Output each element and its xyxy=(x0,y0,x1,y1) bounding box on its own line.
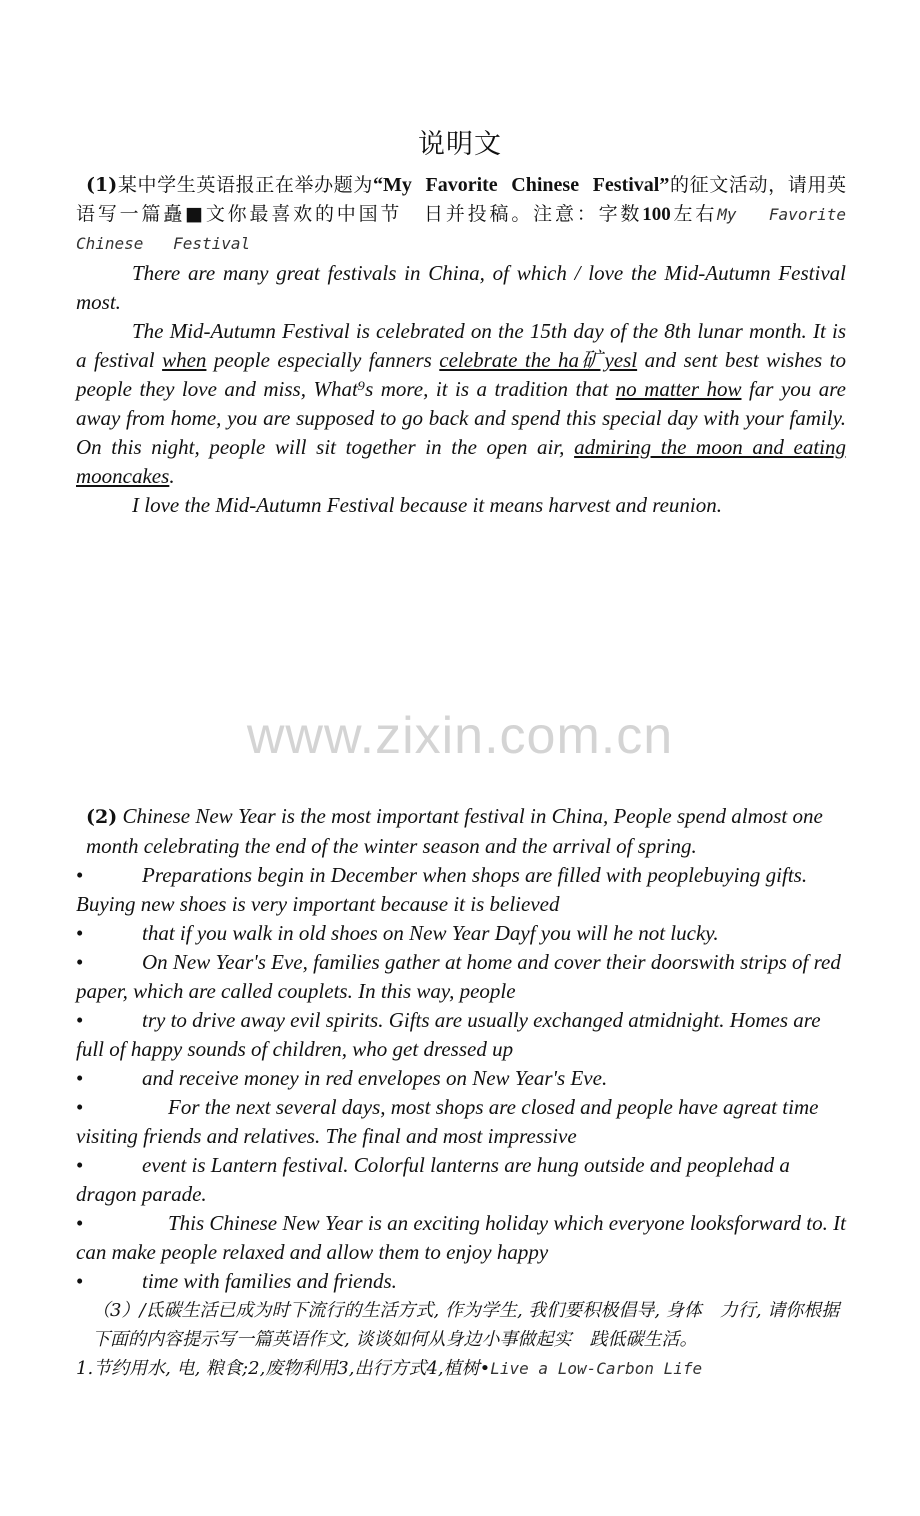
q1-word-count: 100 xyxy=(642,204,671,225)
q1-essay-title: My Favorite Chinese Festival xyxy=(76,205,846,253)
q2-list-item xyxy=(76,1267,846,1296)
q2-list-item xyxy=(76,1151,846,1209)
q1-prompt xyxy=(76,171,846,258)
q2-list-item xyxy=(76,861,846,919)
q2-list-item xyxy=(76,1006,846,1064)
bullet-icon: • xyxy=(76,1211,84,1235)
q3-points: 1.节约用水, 电, 粮食;2,废物利用3,出行方式4,植树• xyxy=(76,1358,491,1379)
q3-essay-title: Live a Low-Carbon Life xyxy=(490,1359,703,1378)
q1-para2-text-d: far you are away from home, you are supposed to go back and spend this special day with your family. On this night, people will sit together in the open air, xyxy=(76,377,846,459)
bullet-icon: • xyxy=(76,950,84,974)
q1-essay-para3: I love the Mid-Autumn Festival because it means harvest and reunion. xyxy=(132,493,722,517)
q1-para2-underline-4: admiring the moon and eating mooncakes xyxy=(76,435,846,488)
q2-list xyxy=(76,861,846,1296)
q2-list-item xyxy=(76,948,846,1006)
bullet-icon: • xyxy=(76,1066,84,1090)
q2-list-item xyxy=(76,1209,846,1267)
q1-para2-text-b: people especially fanners xyxy=(206,348,440,372)
q2-list-item xyxy=(76,919,846,948)
bullet-icon: • xyxy=(76,1095,84,1119)
q1-prompt-c: 的征文活动，请用英语写一篇矗■文你最喜欢的中国节 日并投稿。注意：字数 xyxy=(76,174,846,225)
q1-prompt-a: 某中学生英语报正在举办题为 xyxy=(117,174,373,196)
q1-para2-text-e: . xyxy=(169,464,175,488)
q2-list-item-text: This Chinese New Year is an exciting holiday which everyone looksforward to. It can make people relaxed and allow them to enjoy happy xyxy=(76,1211,846,1264)
q1-para2-underline-3: no matter how xyxy=(615,377,742,401)
q2-list-item-text: time with families and friends. xyxy=(142,1269,397,1293)
q1-para2-underline-1: when xyxy=(162,348,207,372)
q2-list-item-text: On New Year's Eve, families gather at home and cover their doorswith strips of red paper, which are called couplets. In this way, people xyxy=(76,950,841,1003)
bullet-icon: • xyxy=(76,1269,84,1293)
q1-para2-underline-2: celebrate the ha矿yesl xyxy=(439,348,638,372)
q3-section xyxy=(76,1296,846,1383)
bullet-icon: • xyxy=(76,863,84,887)
q2-intro xyxy=(86,802,846,861)
q2-list-item-text: that if you walk in old shoes on New Year Dayf you will he not lucky. xyxy=(142,921,719,945)
q2-list-item-text: For the next several days, most shops are closed and people have agreat time visiting friends and relatives. The final and most impressive xyxy=(76,1095,819,1148)
watermark: www.zixin.com.cn xyxy=(246,707,674,765)
q2-list-item xyxy=(76,1093,846,1151)
q1-para2-text-c: and sent best wishes to people they love and miss, What⁹s more, it is a tradition that xyxy=(76,348,847,401)
q2-list-item-text: event is Lantern festival. Colorful lanterns are hung outside and peoplehad a dragon parade. xyxy=(76,1153,790,1206)
q1-essay-para2 xyxy=(76,317,846,491)
q2-intro-text: Chinese New Year is the most important festival in China, People spend almost one month celebrating the end of the winter season and the arrival of spring. xyxy=(86,804,823,858)
q2-list-item-text: try to drive away evil spirits. Gifts are usually exchanged atmidnight. Homes are full of happy sounds of children, who get dressed up xyxy=(76,1008,821,1061)
bullet-icon: • xyxy=(76,921,84,945)
q2-number: (2) xyxy=(86,806,118,828)
q2-list-item xyxy=(76,1064,846,1093)
q1-para2-text-a: The Mid-Autumn Festival is celebrated on the 15th day of the 8th lunar month. It is a festival xyxy=(76,319,846,372)
q1-prompt-topic: “My Favorite Chinese Festival” xyxy=(372,174,670,196)
q1-number: (1) xyxy=(86,174,118,196)
q1-prompt-e: 左右 xyxy=(670,203,718,225)
bullet-icon: • xyxy=(76,1153,84,1177)
q1-essay-para1: There are many great festivals in China, of which / love the Mid-Autumn Festival most. xyxy=(76,261,846,314)
bullet-icon: • xyxy=(76,1008,84,1032)
q3-prompt: （3）/氐碳生活已成为时下流行的生活方式, 作为学生, 我们要积极倡导, 身体 力行, 请你根据下面的内容提示写一篇英语作文, 谈谈如何从身边小事做起实 践低碳生活。 xyxy=(92,1300,840,1350)
page-title: 说明文 xyxy=(418,129,502,160)
q3-points-line xyxy=(76,1354,846,1383)
q2-list-item-text: Preparations begin in December when shops are filled with peoplebuying gifts. Buying new shoes is very important because it is believed xyxy=(76,863,808,916)
q1-essay xyxy=(76,259,846,520)
q2-list-item-text: and receive money in red envelopes on New Year's Eve. xyxy=(142,1066,608,1090)
q2-section xyxy=(76,802,846,1296)
